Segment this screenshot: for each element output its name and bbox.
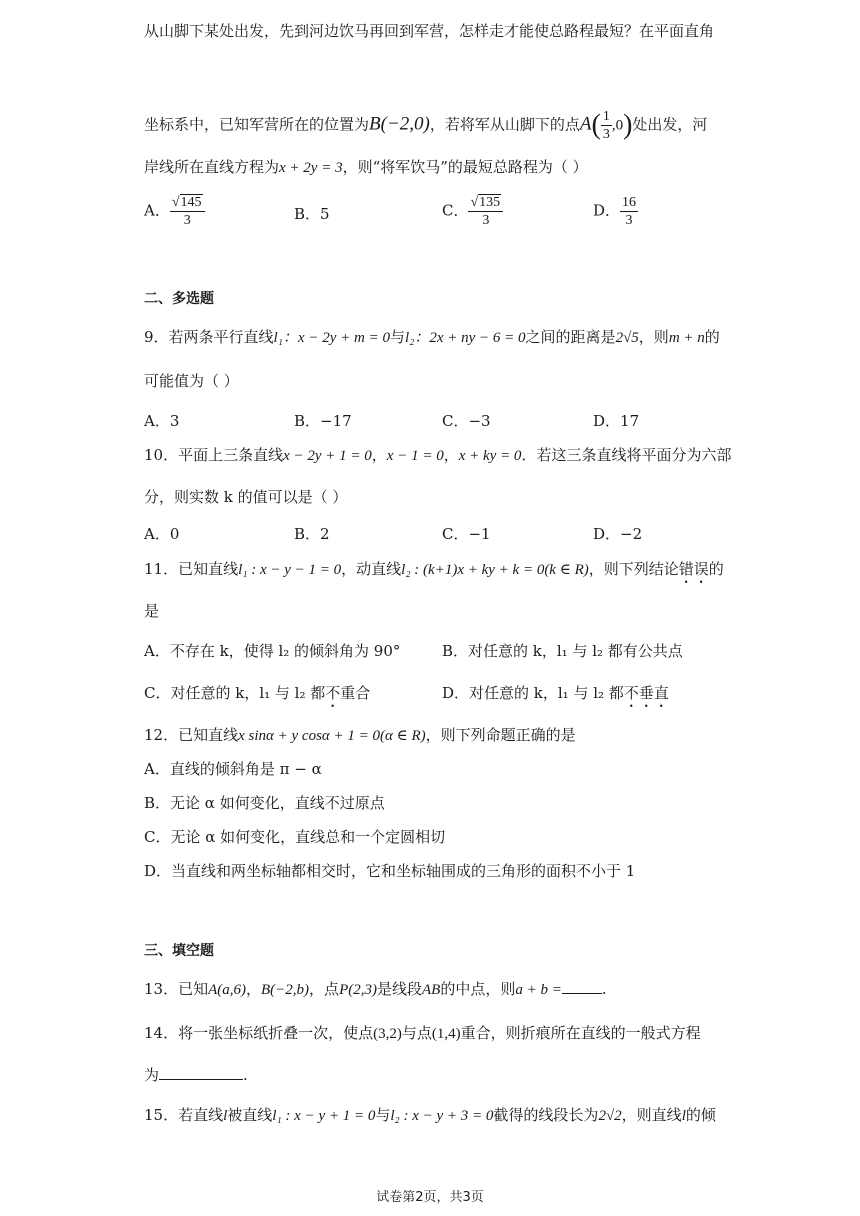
q12-option-a: A．直线的倾斜角是 π − α <box>144 760 322 778</box>
q13-line1: 13．已知A(a,6)，B(−2,b)，点P(2,3)是线段AB的中点，则a + b = . <box>144 980 607 998</box>
q12-option-c: C．无论 α 如何变化，直线总和一个定圆相切 <box>144 828 446 846</box>
q14-answer-blank[interactable] <box>159 1079 243 1080</box>
q8-line3: 岸线所在直线方程为x + 2y = 3，则“将军饮马”的最短总路程为（ ） <box>144 158 588 176</box>
q10-option-b: B．2 <box>294 525 330 543</box>
q11-line2: 是 <box>144 602 160 620</box>
q8-line1: 从山脚下某处出发，先到河边饮马再回到军营，怎样走才能使总路程最短？在平面直角 <box>144 22 715 40</box>
q9-line1: 9．若两条平行直线l₁：x − 2y + m = 0与l₂：2x + ny − 6 = 0之间的距离是2√5，则m + n的 <box>144 328 720 346</box>
q11-option-d: D．对任意的 k，l₁ 与 l₂ 都不垂直 <box>442 684 669 702</box>
q15-line1: 15．若直线l被直线l₁ : x − y + 1 = 0与l₂ : x − y + 3 = 0截得的线段长为2√2，则直线l的倾 <box>144 1106 716 1124</box>
q9-option-b: B．−17 <box>294 412 352 430</box>
q10-option-a: A．0 <box>144 525 180 543</box>
q10-line1: 10．平面上三条直线x − 2y + 1 = 0，x − 1 = 0，x + ky = 0．若这三条直线将平面分为六部 <box>144 446 732 464</box>
q12-line1: 12．已知直线x sinα + y cosα + 1 = 0(α ∈ R)，则下列命题正确的是 <box>144 726 576 744</box>
q10-option-d: D．−2 <box>593 525 643 543</box>
q12-option-b: B．无论 α 如何变化，直线不过原点 <box>144 794 385 812</box>
q14-line1: 14．将一张坐标纸折叠一次，使点(3,2)与点(1,4)重合，则折痕所在直线的一般式方程 <box>144 1024 701 1042</box>
q8-option-c: C． $\frac{√135}{3}$ <box>442 194 503 229</box>
q8-line2: 坐标系中，已知军营所在的位置为B(−2,0)，若将军从山脚下的点A( $\frac{1}{3}$ ,0)处出发，河 <box>144 109 708 142</box>
q9-option-d: D．17 <box>593 412 640 430</box>
section-heading-multiple-choice: 二、多选题 <box>144 291 214 307</box>
section-heading-fill-in: 三、填空题 <box>144 943 214 959</box>
q9-line2: 可能值为（ ） <box>144 372 239 390</box>
q10-option-c: C．−1 <box>442 525 491 543</box>
q11-option-c: C．对任意的 k，l₁ 与 l₂ 都不重合 <box>144 684 371 702</box>
q12-option-d: D．当直线和两坐标轴都相交时，它和坐标轴围成的三角形的面积不小于 1 <box>144 862 636 880</box>
page-footer: 试卷第2页，共3页 <box>376 1190 484 1205</box>
q13-answer-blank[interactable] <box>562 993 602 994</box>
q9-option-c: C．−3 <box>442 412 491 430</box>
q8-option-b: B．5 <box>294 205 330 223</box>
q8-option-a: A． $\frac{√145}{3}$ <box>144 194 205 229</box>
q10-line2: 分，则实数 k 的值可以是（ ） <box>144 488 348 506</box>
q9-option-a: A．3 <box>144 412 180 430</box>
q14-line2: 为 . <box>144 1066 248 1084</box>
q11-option-b: B．对任意的 k，l₁ 与 l₂ 都有公共点 <box>442 642 683 660</box>
q8-option-d: D． $\frac{16}{3}$ <box>593 195 637 228</box>
q11-option-a: A．不存在 k，使得 l₂ 的倾斜角为 90° <box>144 642 401 660</box>
q11-line1: 11．已知直线l₁ : x − y − 1 = 0，动直线l₂ : (k+1)x + ky + k = 0(k ∈ R)，则下列结论错误的 <box>144 560 724 578</box>
